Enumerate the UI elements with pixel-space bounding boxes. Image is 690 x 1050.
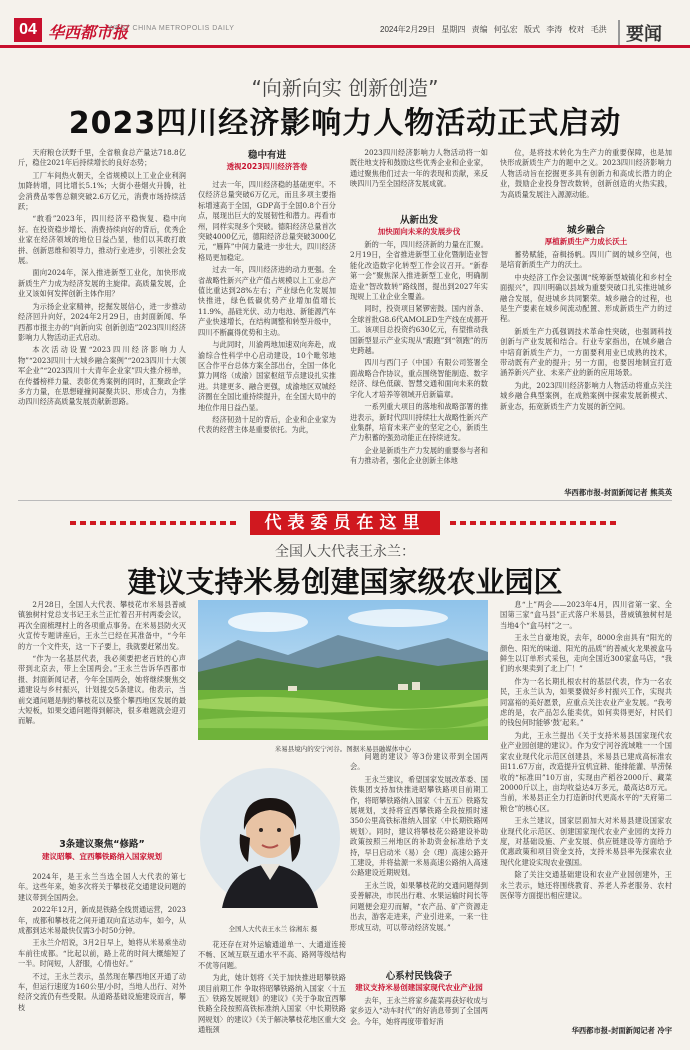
paragraph: 一系列重大项目的落地和战略部署的推进表示，新时代四川持续壮大战略性新兴产业集群，培育未来产业的坚定之心，新质生产力积蓄的强劲动能正在持续迸发。	[350, 402, 488, 443]
portrait-image	[200, 768, 340, 908]
paragraph: 为此，她计划将《关于加快推进昭攀铁路项目前期工作 争取将昭攀铁路纳入国家〈十五五〉铁路发展规划》的建议》《关于争取宜西攀铁路全段按照高铁标准纳入国家〈中长期铁路网规划〉的建议》《关于解决攀枝花地区重大交通瓶颈	[198, 973, 346, 1035]
newspaper-logo: 华西都市报	[48, 23, 129, 42]
page-header	[0, 0, 690, 45]
paragraph: 息“上”两会——2023年4月，四川省第一家、全国第三家“盒马县”正式落户米易县，普威镇独树村是当地4个“盒马村”之一。	[500, 600, 672, 630]
newspaper-name-en: WEST CHINA METROPOLIS DAILY	[108, 25, 235, 32]
subhead-d: 3条建议聚焦“修路”	[59, 839, 145, 850]
paragraph: 过去一年，四川经济稳的基础更牢。不仅经济总量突破6万亿元，而且多项主要指标增速高于全国，GDP高于全国0.8个百分点，展现出巨大的发展韧性和潜力。再看市州，同样实现多个突破。德阳经济总量首次突破4000亿元，德阳经济总量突破3000亿元，“雁阵”中间力量进一步壮大，四川经济格局更加稳定。	[198, 180, 336, 262]
paragraph: 作为一名长期扎根农村的基层代表，作为一名农民，王永兰认为，如果要做好乡村振兴工作，实现共同富裕的美好愿景，应重点关注农业产业发展。“我考虑的是，农产品怎么能卖优，如何卖得更好，村民们的钱包何时能够‘鼓’起来。”	[500, 676, 672, 728]
paragraph: 不过，王永兰表示，虽然现在攀西地区开通了动车，但运行速度为160公里/小时，当地人出行、对外经济交流仍有些受限。从道路基础设施建设而言，攀枝	[18, 971, 186, 1012]
banner-rule-right	[450, 521, 620, 525]
story2-kicker: 全国人大代表王永兰：	[275, 544, 415, 560]
paragraph: 天府粮仓沃野千里，全省粮食总产量达718.8亿斤，稳住2021年后持续增长的良好态势；	[18, 148, 186, 168]
paragraph: 除了关注交通基础建设和农业产业园创建外，王永兰表示，她还将围绕教育、养老人养老服务、农村医保等方面提出相应建议。	[500, 870, 672, 900]
story2-byline: 华西都市报-封面新闻记者 冷宇	[571, 1026, 672, 1035]
paragraph: 面向2024年，深入推进新型工业化，加快形成新质生产力成为经济发展的主旋律。高质量发展，企业又该如何发挥创新主体作用？	[18, 268, 186, 299]
col4-more	[500, 250, 672, 412]
col7-paragraphs	[198, 940, 346, 1036]
paragraph: 2023四川经济影响力人物活动将一如既往地支持和鼓励这些优秀企业和企业家，通过聚焦他们过去一年的表现和贡献，来反映四川乃至全国经济发展成就。	[350, 148, 488, 189]
story2-lead	[18, 600, 186, 830]
subhead-b: 从新出发	[399, 215, 438, 226]
paragraph: 王永兰建议，国家层面加大对米易县建设国家农业现代化示范区、创建国家现代农业产业园的支持力度，对基础设施、产业发展、供应链建设等方面给予优惠政策和项目资金支持，支持米易县率先探索农业现代化建设实现农业强国。	[500, 816, 672, 867]
paragraph: 为示扬企业家精神，挖掘发展信心，进一步推动经济回升向好，2024年2月29日，由封面新闻、华西都市报主办的“向新向实 创新创造”2023四川经济影响力人物活动正式启动。	[18, 301, 186, 342]
valley-photo	[198, 600, 488, 740]
story1-col4	[500, 250, 672, 486]
story2-col9	[500, 600, 672, 1020]
paragraph: 问题的建议》等3份建议带到全国两会。	[350, 752, 488, 772]
col4-paragraphs	[500, 148, 672, 200]
lead-paragraphs	[18, 148, 186, 408]
story1-byline: 华西都市报-封面新闻记者 熊英英	[564, 488, 672, 497]
paragraph: 中央经济工作会议强调“统筹新型城镇化和乡村全面振兴”，四川明确以县域为重要突破口扎实推进城乡融合发展，促进城乡共同繁荣。城乡融合的过程，也是生产要素在城乡间流动配置、形成新质生产力的过程。	[500, 272, 672, 324]
story1-col3-top	[350, 148, 488, 206]
subhead-b-small: 加快面向未来的发展步伐	[377, 227, 461, 236]
paragraph: “作为一名基层代表，我必须要把老百姓的心声带到北京去，带上全国两会。”王永兰告诉华西都市报、封面新闻记者，今年全国两会，她将继续聚焦交通建设与乡村振兴，计划提交5条建议。他表示，当前交通问题是制约攀枝花以及整个攀西地区发展的最大短板，如果交通问题得到解决，很多难题就会迎刃而解。	[18, 654, 186, 726]
section-banner: 代表委员在这里	[250, 511, 440, 535]
header-rule	[0, 45, 690, 48]
valley-photo-image	[198, 600, 488, 740]
col9-paragraphs	[500, 600, 672, 901]
paragraph: 过去一年，四川经济进的动力更强。全省战略性新兴产业产值占规模以上工业总产值比重达到28%左右；产业绿色化发展加快推进，绿色低碳优势产业增加值增长11.9%，晶硅光伏、动力电池、新能源汽车产业快速增长，在结构调整和转型升级中，四川不断赢得优势和主动。	[198, 265, 336, 337]
story2-col8-more	[350, 996, 488, 1040]
paragraph: 2024年，是王永兰当选全国人大代表的第七年。这些年来，她多次将关于攀枝花交通建设问题的建议带到全国两会。	[18, 872, 186, 902]
section-title: 要闻	[618, 20, 662, 46]
story1-lead	[18, 148, 186, 496]
story1-kicker: “向新向实 创新创造”	[251, 76, 439, 100]
paragraph: 新的一年，四川经济新的力量在汇聚。2月19日，全省推进新型工业化暨制造业智能化改造数字化转型工作会议召开。“新春第一会”聚焦深入推进新型工业化，明确制造业“智改数转”路线图，提出到2027年实现规上工业企业全覆盖。	[350, 240, 488, 302]
paragraph: 四川与西门子（中国）有限公司签署全面战略合作协议，重点围绕智能制造、数字经济、绿色低碳、智慧交通和面向未来的数字化人才培养等领域开启新篇章。	[350, 358, 488, 399]
col6-paragraphs	[18, 872, 186, 1013]
portrait-photo	[200, 768, 340, 908]
col3-more	[350, 240, 488, 467]
subhead-a: 稳中有进	[247, 150, 286, 161]
paragraph: 王永兰介绍说，3月2日早上，她将从米易乘坐动车前往成都。“比起以前，路上花的时间大概缩短了一半。时间短，人舒服，心情也好。”	[18, 938, 186, 969]
story2-col8	[350, 752, 488, 966]
subhead-d-small: 建议昭攀、宜西攀铁路纳入国家规划	[42, 852, 162, 861]
banner-rule-left	[70, 521, 240, 525]
paragraph: 为此，2023四川经济影响力人物活动将重点关注城乡融合典型案例，在成熟案例中探索发展新模式、新业态，拓宽新质生产力发展的新空间。	[500, 380, 672, 411]
story1-col3	[350, 240, 488, 496]
paragraph: 工厂车间热火朝天，全省规模以上工业企业利润加降转增，同比增长5.1%；大街小巷烟火升腾，社会消费品零售总额突破2.6万亿元，消费市场持续活跃；	[18, 170, 186, 212]
paragraph: 位，是将技术转化为生产力的重要保障，也是加快形成新质生产力的题中之义。2023四川经济影响力人物活动旨在挖掘更多具有创新力和高成长潜力的企业，鼓励企业投身智改数转，创新创造的火热实践，为高质量发展注入源源动能。	[500, 148, 672, 199]
subhead-c-small: 厚植新质生产力成长沃土	[544, 237, 628, 246]
paragraph: 为此，王永兰提出《关于支持米易县国家现代农业产业园创建的建议》。作为安宁河谷流域唯一一个国家农业现代化示范区创建县，米易县已建成高标准农田11.67万亩，改造提升宜机宜耕、能排能灌、旱涝保收的“标准田”10万亩，实现由产稻谷2000斤、藏菜20000斤以上，亩均收益达4万多元，最高达8万元。当前，米易县正全力打造新时代更高水平的“天府第二粮仓”的核心区。	[500, 730, 672, 813]
paragraph: “敢看”2023年，四川经济平稳恢复、稳中向好。在投资稳步增长、消费持续向好的背后，优秀企业家在经济领域的地位日益凸显，他们以其敢打敢拼、创新思维和领导力，推动行业进步，引领社会发展。	[18, 214, 186, 266]
photo-caption: 米易县境内的安宁河谷。图据米易县融媒体中心	[274, 745, 412, 753]
paragraph: 经济韧劲十足的背后，企业和企业家为代表的经营主体是重要依托。为此，	[198, 414, 336, 435]
col2-paragraphs	[198, 180, 336, 436]
subhead-c: 城乡融合	[566, 225, 605, 236]
col8-more	[350, 996, 488, 1027]
subhead-e: 心系村民钱袋子	[385, 971, 453, 982]
paragraph: 王永兰建议，希望国家发展改革委、国铁集团支持加快推进昭攀铁路项目前期工作，将昭攀铁路纳入国家〈十五五〉铁路发展规划，支持将宜西攀铁路全段按照时速350公里高铁标准纳入国家〈中长期铁路网规划〉。同时，建议将攀枝花公路建设补助政策按照三州地区的补助资金标准给予支持，早日启动米（易）会（理）高速公路开工建设，并将盐源一米易高速公路纳入高速公路建设近期规划。	[350, 774, 488, 878]
story2-col7	[198, 940, 346, 1040]
story1-headline: 2023四川经济影响力人物活动正式启动	[68, 106, 622, 141]
paragraph: 花还存在对外运输通道单一、大通道连接不畅、区域互联互通水平不高、路网等级结构不优等问题。	[198, 940, 346, 970]
paragraph: 王永兰自豪地说，去年，8000余亩具有“阳光的颜色、阳光的味道、阳光的品质”的普威火龙果被盒马鲜生以订单形式采包，走向全国近300家盒马店，“我们的水果卖到了北上广！”	[500, 633, 672, 674]
subhead-a-small: 透视2023四川经济答卷	[226, 162, 308, 171]
paragraph: 蓄势赋能，奋楫扬帆。四川广阔的城乡空间，也是培育新质生产力的沃土。	[500, 250, 672, 270]
story2-col6	[18, 872, 186, 1040]
paragraph: 去年，王永兰将家乡蔬菜再获好收成与家乡迈入“动车时代”的好消息带到了全国两会。今年，她将再度带着好消	[350, 996, 488, 1026]
portrait-caption: 全国人大代表王永兰 徐湘东 摄	[228, 925, 318, 933]
issue-info: 2024年2月29日 星期四 责编 何弘宏 版式 李涛 校对 毛洪	[380, 25, 607, 34]
story2-headline: 建议支持米易创建国家级农业园区	[127, 565, 563, 599]
paragraph: 新质生产力孤强调技术革命性突破，也强调科技创新与产业发展和结合。行业专家指出，在城乡融合中培育新质生产力，一方面要利用业已成熟的技术，带动既有产业的提升；另一方面，也要因地制宜打造涵养新兴产业、未来产业的新的应用场景。	[500, 326, 672, 378]
col3-paragraphs	[350, 148, 488, 190]
paragraph: 王永兰说，如果攀枝花的交通问题得到妥善解决，市民出行难、水果运输时间长等问题便会迎刃而解，“农产品、矿产资源走出去，游客走进来，产业引进来，一来一往形成互动，可以带动经济发展。”	[350, 880, 488, 932]
page-number: 04	[14, 18, 42, 42]
col5-paragraphs	[18, 600, 186, 727]
paragraph: 企业是新质生产力发展的重要参与者和有力推动者，强化企业创新主体地	[350, 445, 488, 466]
paragraph: 与此同时，川渝两地加速双向奔赴，成渝综合性科学中心启动建设，10个毗邻地区合作平台总体方案全部出台，全国一体化算力网络（成渝）国家枢纽节点建设扎实推进。共建更多、融合更强，成渝地区双城经济圈在全国比重持续提升，在全国大局中的地位作用日益凸显。	[198, 340, 336, 412]
paragraph: 2月28日，全国人大代表、攀枝花市米易县普威镇独树村党总支书记王永兰正忙着召开村两委会议，再次全面梳理村上的各项重点事务。在米易县防火灭火宣传专题讲座后，王永兰已经在其准备中，“今年的方一个文件夹，这一下子要上，我就要赶紧出发。	[18, 600, 186, 651]
paragraph: 本次活动设置“2023四川经济影响力人物”“2023四川十大城乡融合案例”“2023四川十大领军企业”“2023四川十大青年企业家”四大推介榜单，在传播榜样力量、表彰优秀案例的同时，汇聚政企学多方力量，在思想碰撞间凝聚共识、形成合力，为推动四川经济高质量发展贡献新思路。	[18, 345, 186, 407]
story1-col2	[198, 180, 336, 496]
paragraph: 同时，投资项目紧锣密鼓。国内首条、全球首批G8.6代AMOLED生产线在成都开工。该项目总投资约630亿元，有望推动我国新型显示产业实现从“跟跑”到“领跑”的历史跨越。	[350, 304, 488, 356]
story-divider	[18, 500, 672, 501]
paragraph: 2022年12月，新成昆铁路全线贯通运营，2023年，成都和攀枝花之间开通双向直达动车，如今，从成都到达米易最快仅需3小时50分钟。	[18, 905, 186, 936]
subhead-e-small: 建议支持米易创建国家现代农业产业园	[355, 983, 483, 992]
story1-col4-top	[500, 148, 672, 212]
col8-paragraphs	[350, 752, 488, 933]
